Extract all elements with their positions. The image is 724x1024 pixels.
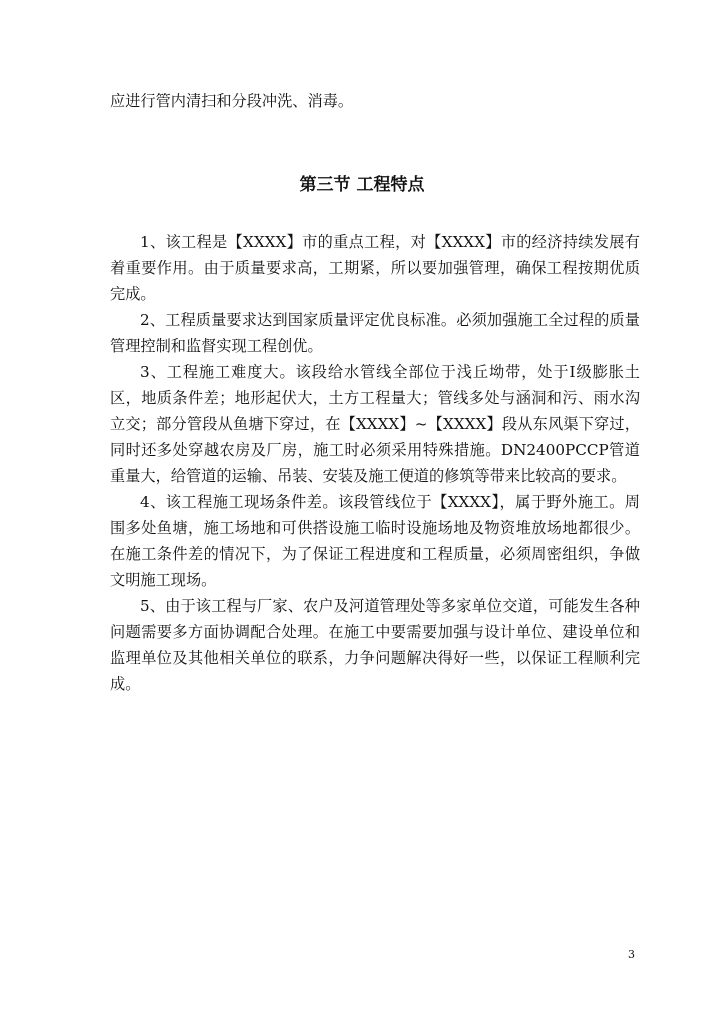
paragraph-3: 3、工程施工难度大。该段给水管线全部位于浅丘坳带，处于Ⅰ级膨胀土区，地质条件差；地形起伏大，土方工程量大；管线多处与涵洞和污、雨水沟立交；部分管段从鱼塘下穿过，在【XXXX】~【XXXX】段从东风渠下穿过，同时还多处穿越农房及厂房，施工时必须采用特殊措施。DN2400PCCP管道重量大，给管道的运输、吊装、安装及施工便道的修筑等带来比较高的要求。 [110, 363, 640, 485]
page-number: 3 [628, 948, 635, 961]
section-body [110, 229, 640, 697]
paragraph-1: 1、该工程是【XXXX】市的重点工程，对【XXXX】市的经济持续发展有着重要作用。由于质量要求高，工期紧，所以要加强管理，确保工程按期优质完成。 [110, 233, 640, 303]
paragraph-4: 4、该工程施工现场条件差。该段管线位于【XXXX】，属于野外施工。周围多处鱼塘，施工场地和可供搭设施工临时设施场地及物资堆放场地都很少。在施工条件差的情况下，为了保证工程进度和工程质量，必须周密组织，争做文明施工现场。 [110, 493, 640, 589]
continuation-text: 应进行管内清扫和分段冲洗、消毒。 [110, 92, 353, 110]
paragraph-2: 2、工程质量要求达到国家质量评定优良标准。必须加强施工全过程的质量管理控制和监督实现工程创优。 [110, 311, 640, 355]
section-title: 第三节 工程特点 [299, 175, 425, 195]
paragraph-5: 5、由于该工程与厂家、农户及河道管理处等多家单位交道，可能发生各种问题需要多方面协调配合处理。在施工中要需要加强与设计单位、建设单位和监理单位及其他相关单位的联系，力争问题解决得好一些，以保证工程顺利完成。 [110, 597, 640, 693]
